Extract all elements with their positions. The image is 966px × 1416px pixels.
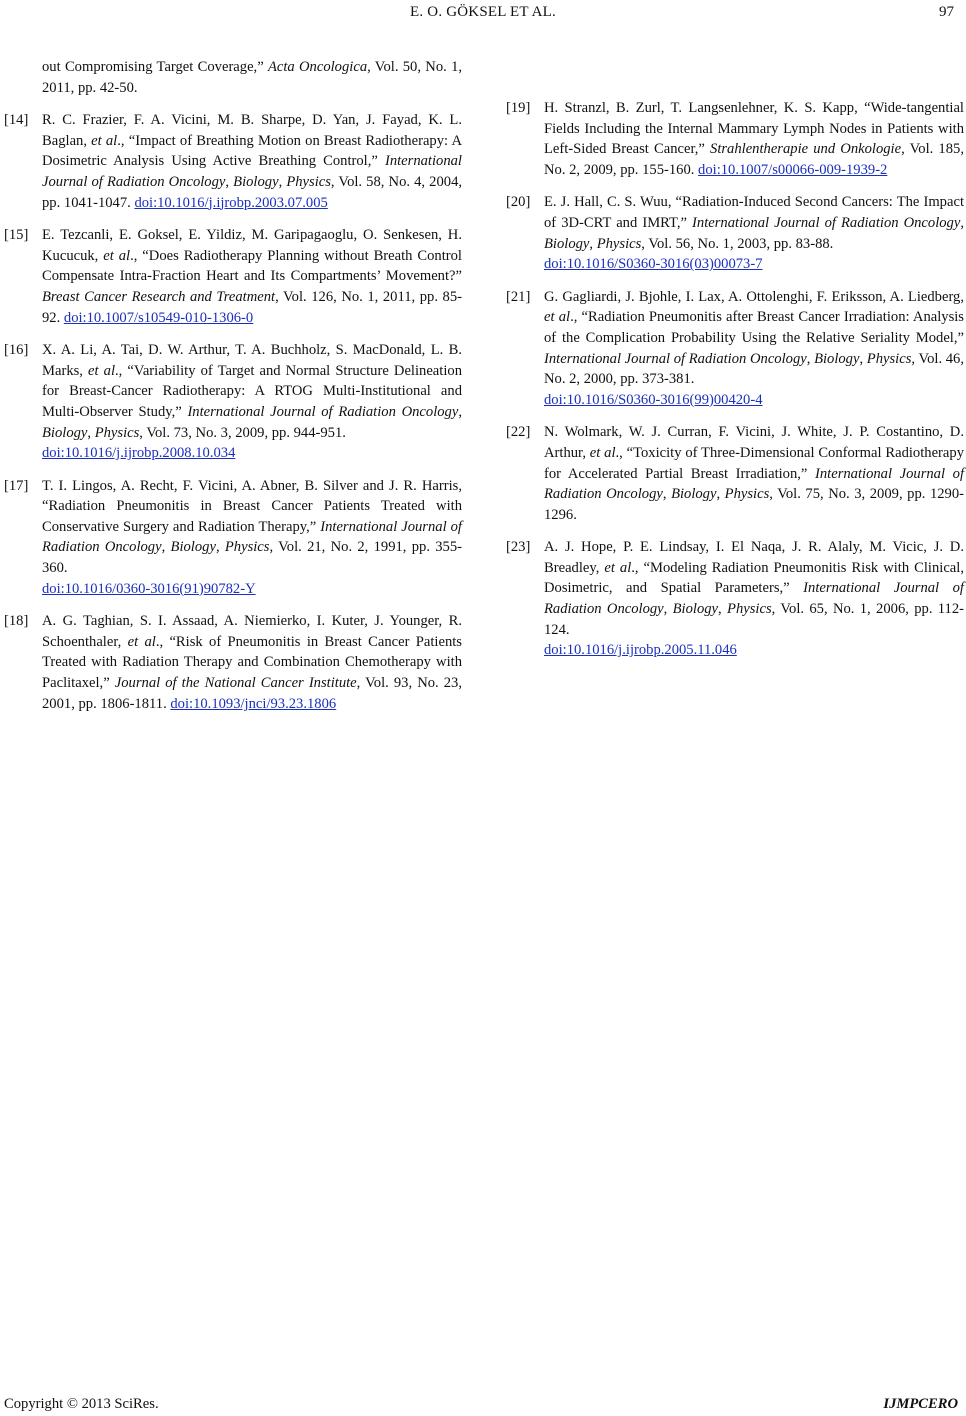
reference-18 <box>4 611 462 714</box>
reference-number: [19] <box>506 100 531 116</box>
reference-text: G. Gagliardi, J. Bjohle, I. Lax, A. Ottolenghi, F. Eriksson, A. Liedberg, et al., “Radiation Pneumonitis after Breast Cancer Irradiation: Analysis of the Complication Probability Using the Relative Seriality Model,” International Journal of Radiation Oncology, Biology, Physics, Vol. 46, No. 2, 2000, pp. 373-381. doi:10.1016/S0360-3016(99)00420-4 <box>544 288 965 408</box>
reference-text: A. J. Hope, P. E. Lindsay, I. El Naqa, J. R. Alaly, M. Vicic, J. D. Breadley, et al., “Modeling Radiation Pneumonitis Risk with Clinical, Dosimetric, and Spatial Parameters,” International Journal of Radiation Oncology, Biology, Physics, Vol. 65, No. 1, 2006, pp. 112-124. doi:10.1016/j.ijrobp.2005.11.046 <box>544 539 965 659</box>
reference-number: [21] <box>506 288 531 305</box>
running-head: E. O. GÖKSEL ET AL. <box>410 4 556 20</box>
reference-text: T. I. Lingos, A. Recht, F. Vicini, A. Abner, B. Silver and J. R. Harris, “Radiation Pneumonitis in Breast Cancer Patients Treated with Conservative Surgery and Radiation Therapy,” International Journal of Radiation Oncology, Biology, Physics, Vol. 21, No. 2, 1991, pp. 355-360. doi:10.1016/0360-3016(91)90782-Y <box>42 477 463 597</box>
reference-22 <box>506 422 964 525</box>
right-column-refs <box>506 98 964 673</box>
reference-20 <box>506 192 964 274</box>
reference-number: [22] <box>506 424 531 441</box>
doi-link[interactable]: doi:10.1016/S0360-3016(03)00073-7 <box>544 256 763 273</box>
reference-number: [18] <box>4 613 29 630</box>
page-footer <box>0 1394 966 1416</box>
doi-link[interactable]: doi:10.1016/j.ijrobp.2005.11.046 <box>544 642 737 659</box>
left-column <box>4 57 462 726</box>
reference-23 <box>506 537 964 661</box>
reference-number: [17] <box>4 477 29 494</box>
doi-link[interactable]: doi:10.1016/j.ijrobp.2003.07.005 <box>134 194 328 211</box>
reference-text: N. Wolmark, W. J. Curran, F. Vicini, J. White, J. P. Costantino, D. Arthur, et al., “Toxicity of Three-Dimensional Conformal Radiotherapy for Accelerated Partial Breast Irradiation,” International Journal of Radiation Oncology, Biology, Physics, Vol. 75, No. 3, 2009, pp. 1290-1296. <box>544 424 964 523</box>
reference-number: [16] <box>4 342 29 359</box>
reference-14 <box>4 110 462 213</box>
reference-text: R. C. Frazier, F. A. Vicini, M. B. Sharpe, D. Yan, J. Fayad, K. L. Baglan, et al., “Impact of Breathing Motion on Breast Radiotherapy: A Dosimetric Analysis Using Active Breathing Control,” International Journal of Radiation Oncology, Biology, Physics, Vol. 58, No. 4, 2004, pp. 1041-1047. doi:10.1016/j.ijrobp.2003.07.005 <box>42 112 463 211</box>
reference-16 <box>4 340 462 464</box>
reference-17 <box>4 476 462 600</box>
doi-link[interactable]: doi:10.1016/S0360-3016(99)00420-4 <box>544 391 763 408</box>
reference-continuation: out Compromising Target Coverage,” Acta Oncologica, Vol. 50, No. 1, 2011, pp. 42-50. <box>42 59 463 96</box>
reference-21 <box>506 287 964 411</box>
doi-link[interactable]: doi:10.1007/s10549-010-1306-0 <box>63 309 254 326</box>
reference-19 <box>506 98 964 180</box>
reference-text: H. Stranzl, B. Zurl, T. Langsenlehner, K. S. Kapp, “Wide-tangential Fields Including the Internal Mammary Lymph Nodes in Patients with Left-Sided Breast Cancer,” Strahlentherapie und Onkologie, Vol. 185, No. 2, 2009, pp. 155-160. doi:10.1007/s00066-009-1939-2 <box>544 100 964 178</box>
reference-text: E. J. Hall, C. S. Wuu, “Radiation-Induced Second Cancers: The Impact of 3D-CRT and IMRT,” International Journal of Radiation Oncology, Biology, Physics, Vol. 56, No. 1, 2003, pp. 83-88. doi:10.1016/S0360-3016(03)00073-7 <box>544 194 964 273</box>
doi-link[interactable]: doi:10.1007/s00066-009-1939-2 <box>698 161 888 178</box>
reference-text: A. G. Taghian, S. I. Assaad, A. Niemierko, I. Kuter, J. Younger, R. Schoenthaler, et al., “Risk of Pneumonitis in Breast Cancer Patients Treated with Radiation Therapy and Combination Chemotherapy with Paclitaxel,” Journal of the National Cancer Institute, Vol. 93, No. 23, 2001, pp. 1806-1811. doi:10.1093/jnci/93.23.1806 <box>42 613 463 712</box>
reference-number: [20] <box>506 194 531 211</box>
reference-number: [15] <box>4 227 29 244</box>
page-number: 97 <box>939 4 954 20</box>
doi-link[interactable]: doi:10.1016/0360-3016(91)90782-Y <box>42 580 256 597</box>
reference-number: [23] <box>506 539 531 556</box>
journal-abbreviation: IJMPCERO <box>883 1396 958 1412</box>
reference-15 <box>4 225 462 328</box>
doi-link[interactable]: doi:10.1016/j.ijrobp.2008.10.034 <box>42 445 236 462</box>
right-column <box>506 0 964 57</box>
doi-link[interactable]: doi:10.1093/jnci/93.23.1806 <box>170 695 337 712</box>
reference-number: [14] <box>4 112 29 129</box>
copyright-notice: Copyright © 2013 SciRes. <box>4 1396 159 1412</box>
reference-text: X. A. Li, A. Tai, D. W. Arthur, T. A. Buchholz, S. MacDonald, L. B. Marks, et al., “Variability of Target and Normal Structure Delineation for Breast-Cancer Radiotherapy: A RTOG Multi-Institutional and Multi-Observer Study,” International Journal of Radiation Oncology, Biology, Physics, Vol. 73, No. 3, 2009, pp. 944-951. doi:10.1016/j.ijrobp.2008.10.034 <box>42 342 462 462</box>
reference-text: E. Tezcanli, E. Goksel, E. Yildiz, M. Garipagaoglu, O. Senkesen, H. Kucucuk, et al., “Does Radiotherapy Planning without Breath Control Compensate Intra-Fraction Heart and Its Compartments’ Movement?” Breast Cancer Research and Treatment, Vol. 126, No. 1, 2011, pp. 85-92. doi:10.1007/s10549-010-1306-0 <box>42 227 462 326</box>
